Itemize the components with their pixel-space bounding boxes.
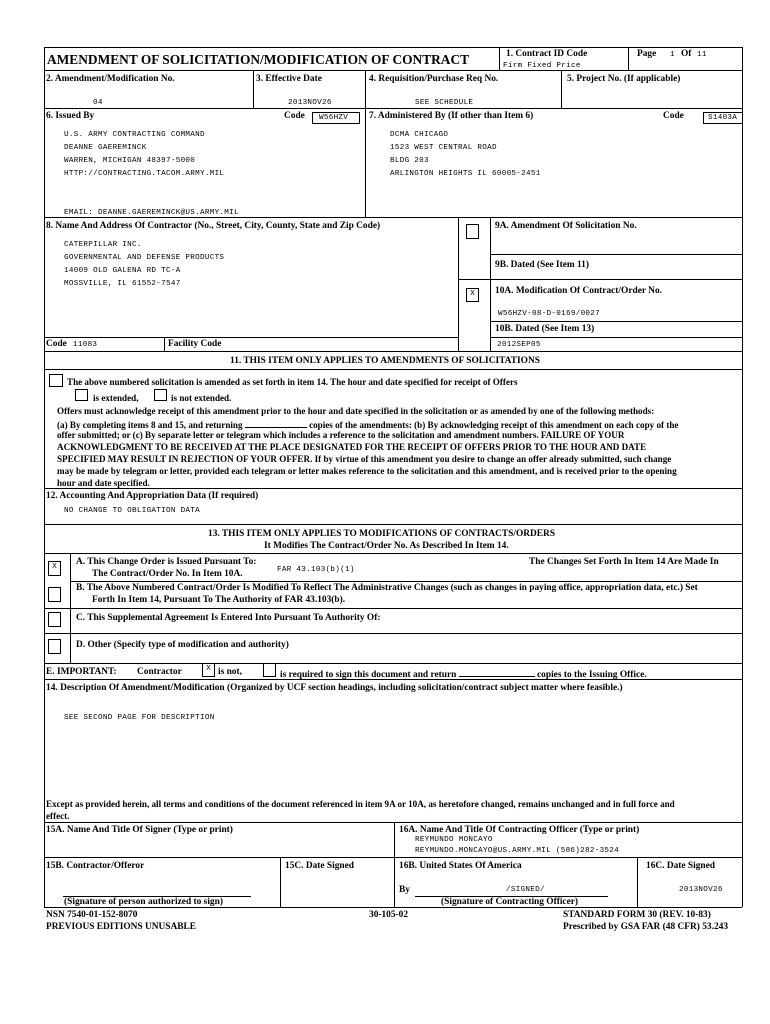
item-14-value: SEE SECOND PAGE FOR DESCRIPTION — [64, 714, 215, 722]
item-13a-checkbox[interactable]: X — [48, 561, 61, 576]
item-13c-checkbox[interactable] — [48, 612, 61, 627]
item-13-heading: 13. THIS ITEM ONLY APPLIES TO MODIFICATIONS OF CONTRACTS/ORDERS — [208, 529, 556, 539]
contract-id-value: Firm Fixed Price — [503, 62, 581, 70]
item-11-line-1: The above numbered solicitation is amended as set forth in item 14. The hour and date specified for receipt of Offers — [67, 377, 518, 387]
item-10b-label: 10B. Dated (See Item 13) — [495, 324, 595, 334]
usa-16b-label: 16B. United States Of America — [399, 861, 522, 871]
form-title: AMENDMENT OF SOLICITATION/MODIFICATION OF CONTRACT — [47, 52, 470, 67]
admin-line-2: 1523 WEST CENTRAL ROAD — [390, 144, 497, 152]
not-extended-checkbox[interactable] — [154, 389, 167, 401]
item-9b-label: 9B. Dated (See Item 11) — [495, 260, 589, 270]
footer-center: 30-105-02 — [369, 910, 409, 920]
contractor-15b-label: 15B. Contractor/Offeror — [46, 861, 145, 871]
item-10a-value: W56HZV-08-D-0169/0027 — [498, 310, 600, 318]
item-12-label: 12. Accounting And Appropriation Data (If required) — [46, 491, 259, 501]
admin-line-3: BLDG 203 — [390, 157, 429, 165]
item-12-value: NO CHANGE TO OBLIGATION DATA — [64, 507, 200, 515]
issued-code-box — [312, 112, 360, 124]
admin-line-1: DCMA CHICAGO — [390, 131, 449, 139]
return-copies-blank — [459, 667, 535, 677]
effective-date-value: 2013NOV26 — [288, 99, 332, 107]
issued-line-3: WARREN, MICHIGAN 48397-5000 — [64, 157, 196, 165]
item-11-body-7: hour and date specified. — [57, 478, 150, 488]
requisition-value: SEE SCHEDULE — [415, 99, 474, 107]
item-11-body-3: offer submitted; or (c) By separate letter or telegram which includes a reference to the solicitation and amendment numbers. FAILURE OF YOUR — [57, 430, 625, 440]
item-13a-value: FAR 43.103(b)(1) — [277, 566, 355, 574]
item-11-body-6: may be made by telegram or letter, provided each telegram or letter makes reference to the solicitation and this amendment, and is received prior to the opening — [57, 466, 677, 476]
page-total: 11 — [697, 51, 707, 59]
issued-line-2: DEANNE GAEREMINCK — [64, 144, 147, 152]
item-13-subheading: It Modifies The Contract/Order No. As Described In Item 14. — [264, 541, 509, 551]
item-13a-label-1: A. This Change Order is Issued Pursuant To: — [76, 557, 257, 567]
issued-code-value: W56HZV — [319, 114, 349, 122]
is-not-checkbox[interactable]: X — [202, 663, 215, 677]
item-11-body-2a: (a) By completing items 8 and 15, and returning — [57, 420, 243, 430]
is-required-checkbox[interactable] — [263, 663, 276, 677]
item-13a-right: The Changes Set Forth In Item 14 Are Made In — [529, 557, 719, 567]
signature-15-caption: (Signature of person authorized to sign) — [64, 897, 223, 907]
signed-value: /SIGNED/ — [506, 886, 545, 894]
date-15c-label: 15C. Date Signed — [285, 861, 355, 871]
item-11-body-2b: copies of the amendments: (b) By acknowledging receipt of this amendment on each copy of the — [309, 420, 679, 430]
item-10b-value: 2012SEP05 — [497, 341, 541, 349]
item-11-body-4: ACKNOWLEDGMENT TO BE RECEIVED AT THE PLACE DESIGNATED FOR THE RECEIPT OF OFFERS PRIOR TO THE HOUR AND DATE — [57, 442, 647, 452]
officer-16a-contact: REYMUNDO.MONCAYO@US.ARMY.MIL (586)282-3524 — [415, 847, 619, 855]
important-contractor: Contractor — [137, 667, 182, 677]
facility-code-label: Facility Code — [168, 339, 222, 349]
except-line-2: effect. — [46, 811, 70, 821]
extended-label: is extended, — [93, 393, 139, 403]
issued-line-4: HTTP://CONTRACTING.TACOM.ARMY.MIL — [64, 170, 225, 178]
item-13d-label: D. Other (Specify type of modification and authority) — [76, 640, 289, 650]
contractor-code-label: Code — [46, 339, 67, 349]
contractor-line-2: GOVERNMENTAL AND DEFENSE PRODUCTS — [64, 254, 225, 262]
footer-nsn: NSN 7540-01-152-8070 — [46, 910, 138, 920]
page-label: Page — [637, 49, 657, 59]
admin-code-box — [703, 112, 743, 124]
not-extended-label: is not extended. — [171, 393, 232, 403]
amendment-no-value: 04 — [93, 99, 103, 107]
contractor-line-4: MOSSVILLE, IL 61552-7547 — [64, 280, 181, 288]
issued-line-1: U.S. ARMY CONTRACTING COMMAND — [64, 131, 205, 139]
contractor-label: 8. Name And Address Of Contractor (No., Street, City, County, State and Zip Code) — [46, 221, 381, 231]
date-16c-label: 16C. Date Signed — [646, 861, 716, 871]
requisition-label: 4. Requisition/Purchase Req No. — [369, 74, 499, 84]
item-13b-label-2: Forth In Item 14, Pursuant To The Authority of FAR 43.103(b). — [92, 595, 346, 605]
except-line-1: Except as provided herein, all terms and conditions of the document referenced in item 9A or 10A, as heretofore changed, remains unchanged and in full force and — [46, 799, 675, 809]
item-11-body-1: Offers must acknowledge receipt of this amendment prior to the hour and date specified in the solicitation or as amended by one of the following methods: — [57, 406, 655, 416]
item-11-body-5: SPECIFIED MAY RESULT IN REJECTION OF YOUR OFFER. If by virtue of this amendment you desire to change an offer already submitted, such change — [57, 454, 672, 464]
item-11-body-2 — [57, 418, 678, 430]
copies-text: copies to the Issuing Office. — [537, 670, 647, 680]
item-13a-label-2: The Contract/Order No. In Item 10A. — [92, 569, 243, 579]
signature-16-caption: (Signature of Contracting Officer) — [441, 897, 579, 907]
contractor-line-1: CATERPILLAR INC. — [64, 241, 142, 249]
copies-blank — [245, 418, 307, 428]
admin-code-value: S1403A — [708, 114, 738, 122]
is-required-text: is required to sign this document and return — [280, 670, 457, 680]
project-no-label: 5. Project No. (If applicable) — [567, 74, 681, 84]
contractor-code-value: 11083 — [73, 341, 98, 349]
date-16c-value: 2013NOV26 — [679, 886, 723, 894]
is-not-label: is not, — [218, 667, 242, 677]
amendment-no-label: 2. Amendment/Modification No. — [46, 74, 175, 84]
issued-code-label: Code — [284, 111, 305, 121]
signer-15a-label: 15A. Name And Title Of Signer (Type or print) — [46, 825, 233, 835]
officer-16a-name: REYMUNDO MONCAYO — [415, 836, 493, 844]
important-label: E. IMPORTANT: — [46, 667, 117, 677]
footer-prescribed: Prescribed by GSA FAR (48 CFR) 53.243 — [563, 922, 729, 932]
admin-line-4: ARLINGTON HEIGHTS IL 60005-2451 — [390, 170, 541, 178]
item-13c-label: C. This Supplemental Agreement Is Entered Into Pursuant To Authority Of: — [76, 613, 381, 623]
item-11-heading: 11. THIS ITEM ONLY APPLIES TO AMENDMENTS OF SOLICITATIONS — [230, 356, 540, 366]
item-10a-label: 10A. Modification Of Contract/Order No. — [495, 286, 662, 296]
issued-email: EMAIL: DEANNE.GAEREMINCK@US.ARMY.MIL — [64, 209, 239, 217]
by-label: By — [399, 885, 410, 895]
item-9a-label: 9A. Amendment Of Solicitation No. — [495, 221, 637, 231]
footer-prev: PREVIOUS EDITIONS UNUSABLE — [46, 922, 197, 932]
item-9a-checkbox[interactable] — [466, 224, 479, 239]
effective-date-label: 3. Effective Date — [256, 74, 322, 84]
page-number: 1 — [670, 51, 675, 59]
item-10a-checkbox[interactable]: X — [466, 288, 479, 302]
officer-16a-label: 16A. Name And Title Of Contracting Officer (Type or print) — [399, 825, 640, 835]
contract-id-label: 1. Contract ID Code — [506, 49, 588, 59]
extended-checkbox[interactable] — [75, 389, 88, 401]
item-13b-checkbox[interactable] — [48, 587, 61, 602]
item-14-label: 14. Description Of Amendment/Modification (Organized by UCF section headings, including solicitation/contract subject matter where feasible.) — [46, 683, 623, 693]
contractor-line-3: 14009 OLD GALENA RD TC-A — [64, 267, 181, 275]
footer-sf: STANDARD FORM 30 (REV. 10-83) — [563, 910, 711, 920]
admin-code-label: Code — [663, 111, 684, 121]
item-11-checkbox[interactable] — [49, 374, 63, 387]
page-of-label: Of — [681, 49, 692, 59]
item-13d-checkbox[interactable] — [48, 639, 61, 654]
administered-by-label: 7. Administered By (If other than Item 6) — [369, 111, 534, 121]
issued-by-label: 6. Issued By — [46, 111, 95, 121]
item-13b-label-1: B. The Above Numbered Contract/Order Is Modified To Reflect The Administrative Changes (such as changes in paying office, appropriation data, etc.) Set — [76, 583, 698, 593]
